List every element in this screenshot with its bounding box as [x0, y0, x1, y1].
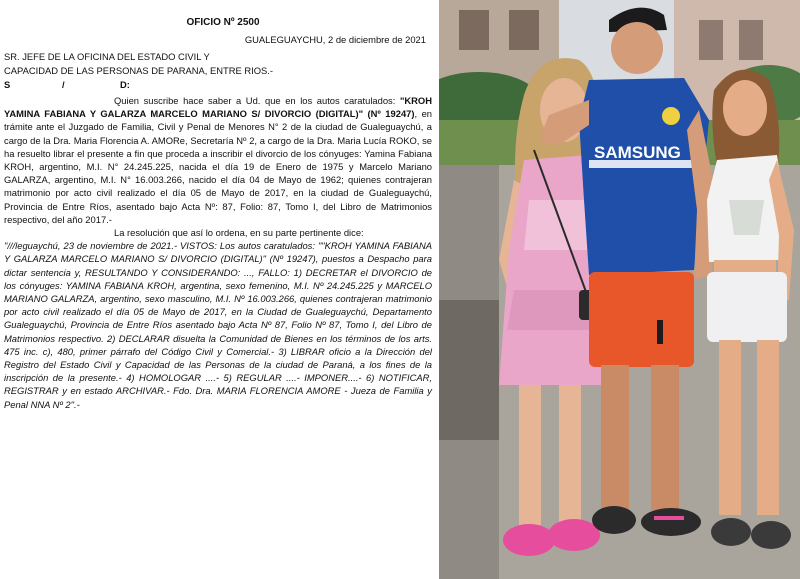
jersey-text: SAMSUNG	[594, 143, 681, 162]
document-body	[0, 0, 436, 411]
addressee-line-1: SR. JEFE DE LA OFICINA DEL ESTADO CIVIL Y	[4, 51, 210, 63]
paragraph-3-resolution: "///leguaychú, 23 de noviembre de 2021.- VISTOS: Los autos caratulados: ""KROH YAMINA FABIANA Y GALARZA MARCELO MARIANO S/ DIVORCIO (DIGITAL)" (Nº 19247), puestos a Despacho para dictar sentencia y, RESULTANDO Y CONSIDERANDO: ..., FALLO: 1) DECRETAR el DIVORCIO de los cónyuges: YAMINA FABIANA KROH, argentina, sexo femenino, M.I. Nº 24.245.225 y MARCELO MARIANO GALARZA, argentino, sexo masculino, M.I. Nº 16.003.266, quienes contrajeran matrimonio por acto civil realizado el día 05 de Mayo de 2017, en la Ciudad de Gualeguaychú, Departamento Gualeguaychú, Provincia de Entre Ríos asentado bajo Acta Nº 87, Folio Nº 87, Tomo I, del Libro de Matrimonios respectivo. 2) DECLARAR disuelta la Comunidad de Bienes en los términos de los arts. 475 inc. c), 480, primer párrafo del Código Civil y Comercial.- 3) LIBRAR oficio a la Dirección del Registro del Estado Civil y Capacidad de las Personas de la ciudad de Paraná, a los fines de la inscripción de la presente.- 4) HOMOLOGAR ....- 5) REGULAR ....- IMPONER....- 6) NOTIFICAR, REGISTRAR y en estado ARCHIVAR.- Fdo. Dra. MARIA FLORENCIA AMORE - Jueza de Familia y Penal NNA Nº 2".-	[4, 240, 432, 410]
stone-wall	[439, 300, 499, 440]
paragraph-1	[4, 94, 432, 226]
document-title: OFICIO Nº 2500	[186, 17, 260, 28]
paragraph-1-rest: , en trámite ante el Juzgado de Familia, Civil y Penal de Menores N° 2 de la ciudad de Gualeguaychú, a cargo de la Dra. Maria Florencia A. AMORe, Secretaría Nº 2, a cargo de la Dra. Maria Lucía ROKO, se ha resuelto librar el presente a fin que proceda a inscribir el divorcio de los cónyuges: Yamina Fabiana KROH, argentino, M.I. N° 24.245.225, nacida el día 19 de Enero de 1975 y Marcelo Mariano GALARZA, argentino, M.I. N° 16.003.266, nacido el día 04 de Mayo de 1962; quienes contrajeran matrimonio por acto civil realizado el día 05 de Mayo de 2017, en la ciudad de Gualeguaychú, Provincia de Entre Ríos, asentado bajo Acta Nº: 87, Folio: 87, Tomo I, del Libro de Matrimonios respectivo, del año 2017.-	[4, 108, 432, 225]
document-date: GUALEGUAYCHU, 2 de diciembre de 2021	[244, 34, 426, 46]
sd-d: D:	[120, 78, 130, 90]
paragraph-1-lead: Quien suscribe hace saber a Ud. que en los autos caratulados:	[114, 95, 400, 107]
family-photo	[439, 0, 800, 579]
girl-shoe-right	[751, 521, 791, 549]
sd-line	[4, 78, 432, 91]
club-crest	[662, 107, 680, 125]
pink-sandal-right	[548, 519, 600, 551]
shoe-right	[641, 508, 701, 536]
blue-jersey	[579, 78, 709, 275]
orange-shorts	[589, 272, 694, 367]
paragraph-2: La resolución que así lo ordena, en su parte pertinente dice:	[114, 227, 364, 239]
pink-sandal-left	[503, 524, 555, 556]
shoe-left	[592, 506, 636, 534]
sd-slash: /	[62, 78, 65, 90]
girl-shoe-left	[711, 518, 751, 546]
white-shorts	[707, 272, 787, 342]
sd-s: S	[4, 78, 11, 90]
case-title: "KROH YAMINA FABIANA Y GALARZA MARCELO MARIANO S/ DIVORCIO (DIGITAL)" (Nº 19247)	[4, 95, 432, 120]
addressee-line-2: CAPACIDAD DE LAS PERSONAS DE PARANA, ENTRE RIOS.-	[4, 64, 273, 76]
